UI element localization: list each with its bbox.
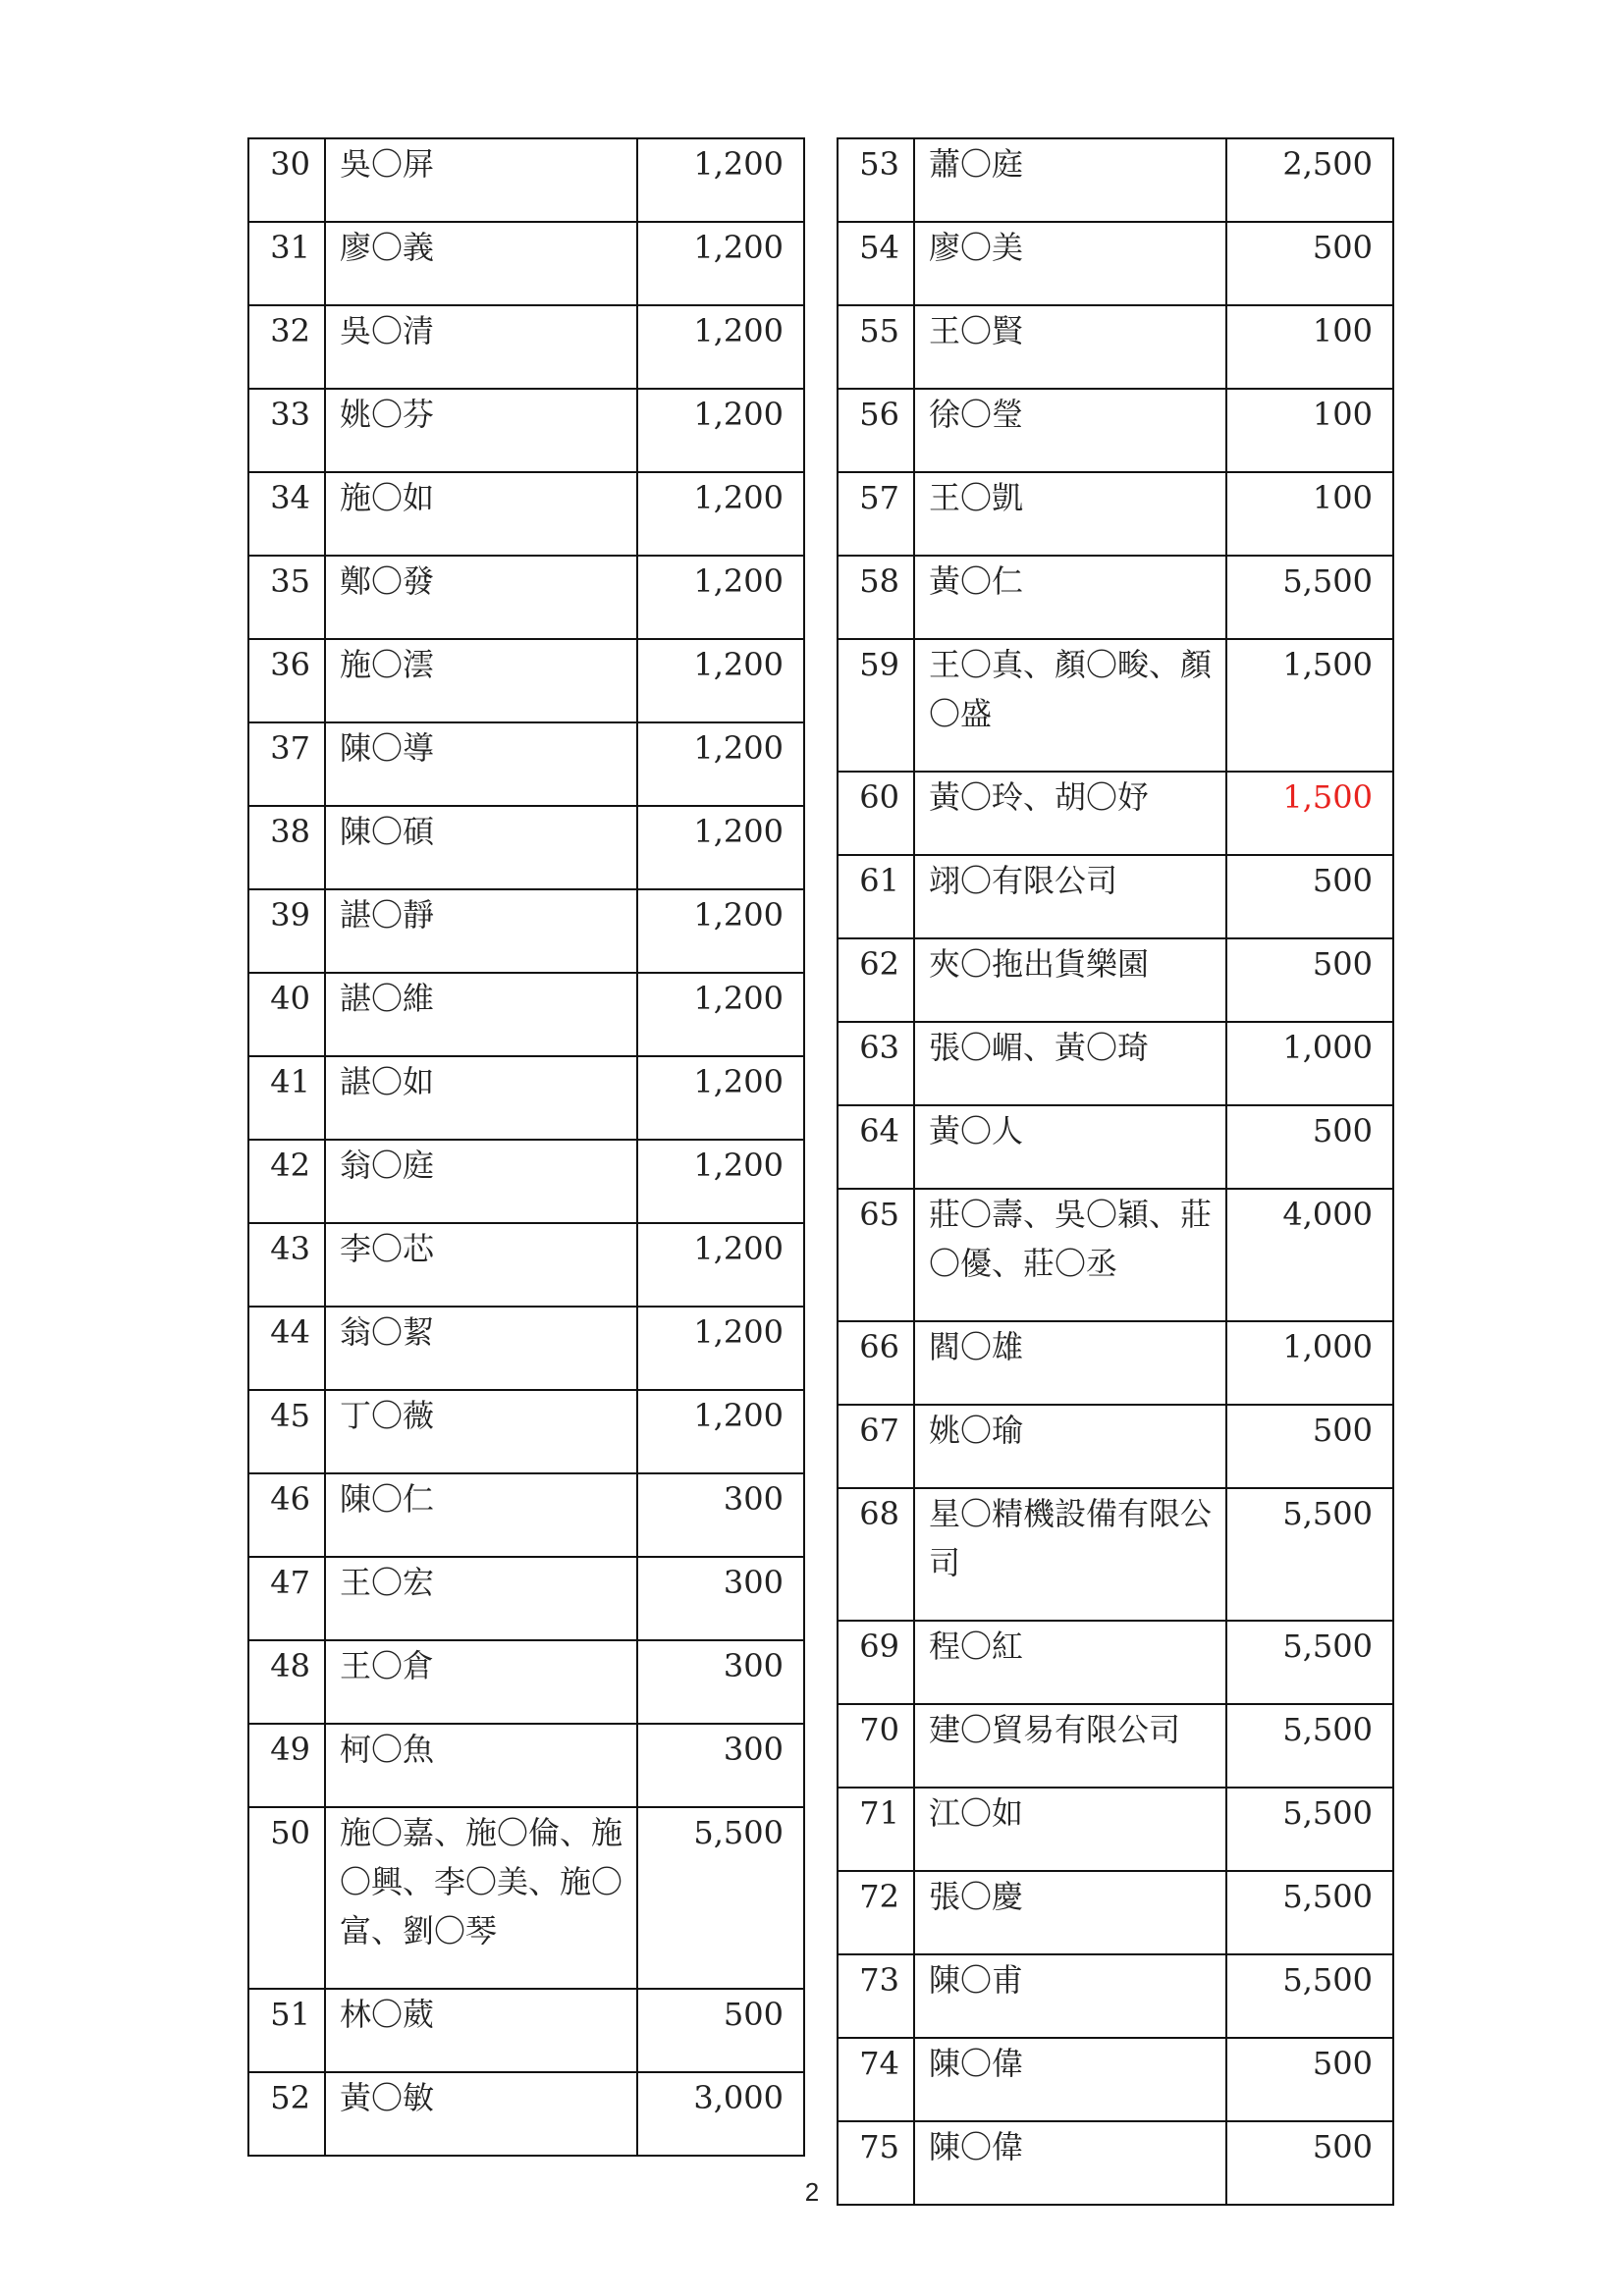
donation-amount: 2,500 [1226,138,1393,222]
donor-name: 諶〇如 [325,1056,637,1140]
table-row [838,772,1393,855]
table-row [838,389,1393,472]
donor-name: 廖〇美 [914,222,1226,305]
donor-name: 程〇紅 [914,1621,1226,1704]
donation-amount: 1,200 [637,1307,804,1390]
donor-name: 施〇嘉、施〇倫、施〇興、李〇美、施〇富、劉〇琴 [325,1807,637,1989]
donor-name: 鄭〇發 [325,556,637,639]
donation-amount: 5,500 [1226,556,1393,639]
table-row [838,639,1393,772]
table-row [248,1640,804,1724]
row-number: 32 [248,305,325,389]
row-number: 63 [838,1022,914,1105]
donor-name: 李〇芯 [325,1223,637,1307]
donor-name: 林〇葳 [325,1989,637,2072]
donor-name: 吳〇屏 [325,138,637,222]
table-row [838,222,1393,305]
donation-amount: 1,000 [1226,1022,1393,1105]
donor-name: 黃〇敏 [325,2072,637,2156]
row-number: 75 [838,2121,914,2205]
donation-amount: 1,000 [1226,1321,1393,1405]
donation-amount: 5,500 [1226,1788,1393,1871]
page-number: 2 [804,2177,820,2207]
table-row [248,138,804,222]
row-number: 71 [838,1788,914,1871]
donation-amount: 1,200 [637,389,804,472]
table-row [248,2072,804,2156]
donation-amount: 5,500 [637,1807,804,1989]
donation-amount: 1,200 [637,222,804,305]
donation-amount: 100 [1226,305,1393,389]
table-row [838,1022,1393,1105]
donor-name: 蕭〇庭 [914,138,1226,222]
row-number: 58 [838,556,914,639]
row-number: 41 [248,1056,325,1140]
donation-amount: 1,200 [637,138,804,222]
donor-name: 建〇貿易有限公司 [914,1704,1226,1788]
donation-amount: 3,000 [637,2072,804,2156]
donation-amount: 1,200 [637,472,804,556]
donor-name: 翁〇絜 [325,1307,637,1390]
donor-name: 陳〇導 [325,722,637,806]
row-number: 74 [838,2038,914,2121]
table-row [248,1724,804,1807]
table-row [248,1557,804,1640]
table-row [248,389,804,472]
donor-name: 王〇宏 [325,1557,637,1640]
row-number: 67 [838,1405,914,1488]
row-number: 64 [838,1105,914,1189]
donation-amount: 500 [1226,938,1393,1022]
row-number: 72 [838,1871,914,1954]
donor-name: 翁〇庭 [325,1140,637,1223]
row-number: 51 [248,1989,325,2072]
donor-name: 丁〇薇 [325,1390,637,1473]
donor-name: 黃〇玲、胡〇妤 [914,772,1226,855]
donor-name: 莊〇壽、吳〇穎、莊〇優、莊〇丞 [914,1189,1226,1321]
donation-amount: 300 [637,1557,804,1640]
table-row [838,138,1393,222]
donation-amount: 1,200 [637,305,804,389]
row-number: 70 [838,1704,914,1788]
row-number: 53 [838,138,914,222]
row-number: 68 [838,1488,914,1621]
table-row [838,938,1393,1022]
donation-amount: 1,200 [637,1390,804,1473]
donation-amount: 100 [1226,472,1393,556]
donation-amount: 1,200 [637,556,804,639]
donor-name: 黃〇人 [914,1105,1226,1189]
donation-amount: 5,500 [1226,1704,1393,1788]
row-number: 43 [248,1223,325,1307]
row-number: 54 [838,222,914,305]
donor-name: 廖〇義 [325,222,637,305]
table-row [838,1189,1393,1321]
table-row [838,1871,1393,1954]
donation-amount: 500 [1226,2121,1393,2205]
row-number: 34 [248,472,325,556]
row-number: 46 [248,1473,325,1557]
row-number: 45 [248,1390,325,1473]
donor-name: 柯〇魚 [325,1724,637,1807]
table-row [248,1390,804,1473]
donation-amount: 300 [637,1473,804,1557]
donation-amount: 4,000 [1226,1189,1393,1321]
donor-name: 夾〇拖出貨樂園 [914,938,1226,1022]
table-row [838,1488,1393,1621]
row-number: 69 [838,1621,914,1704]
donation-amount: 500 [1226,1405,1393,1488]
donation-amount: 1,200 [637,1056,804,1140]
table-row [838,556,1393,639]
donation-amount: 1,200 [637,973,804,1056]
row-number: 73 [838,1954,914,2038]
donor-name: 姚〇芬 [325,389,637,472]
table-row [248,1473,804,1557]
table-row [838,1788,1393,1871]
donor-name: 張〇嵋、黃〇琦 [914,1022,1226,1105]
table-row [838,1105,1393,1189]
donation-amount: 1,200 [637,722,804,806]
donor-name: 王〇倉 [325,1640,637,1724]
row-number: 38 [248,806,325,889]
row-number: 61 [838,855,914,938]
row-number: 57 [838,472,914,556]
row-number: 33 [248,389,325,472]
table-row [248,1989,804,2072]
table-row [248,556,804,639]
donation-amount: 5,500 [1226,1488,1393,1621]
table-row [248,806,804,889]
donor-name: 陳〇碩 [325,806,637,889]
donor-name: 陳〇甫 [914,1954,1226,2038]
row-number: 62 [838,938,914,1022]
donation-amount: 1,200 [637,639,804,722]
table-row [838,1704,1393,1788]
table-row [248,1307,804,1390]
row-number: 47 [248,1557,325,1640]
donation-table-right [837,137,1394,2206]
donor-name: 星〇精機設備有限公司 [914,1488,1226,1621]
row-number: 31 [248,222,325,305]
table-row [248,1140,804,1223]
donation-amount: 300 [637,1724,804,1807]
donation-amount: 1,200 [637,1140,804,1223]
donor-name: 王〇賢 [914,305,1226,389]
donation-amount: 1,200 [637,1223,804,1307]
donor-name: 陳〇偉 [914,2038,1226,2121]
table-row [838,2038,1393,2121]
row-number: 60 [838,772,914,855]
donor-name: 施〇如 [325,472,637,556]
table-row [838,855,1393,938]
table-row [248,639,804,722]
row-number: 56 [838,389,914,472]
donation-amount: 500 [1226,222,1393,305]
row-number: 55 [838,305,914,389]
donation-amount: 1,200 [637,806,804,889]
table-row [248,1223,804,1307]
donor-name: 徐〇瑩 [914,389,1226,472]
donor-name: 陳〇偉 [914,2121,1226,2205]
table-row [838,1621,1393,1704]
donation-amount: 100 [1226,389,1393,472]
row-number: 35 [248,556,325,639]
table-row [248,973,804,1056]
row-number: 50 [248,1807,325,1989]
donation-amount: 300 [637,1640,804,1724]
donor-name: 施〇澐 [325,639,637,722]
row-number: 49 [248,1724,325,1807]
donation-amount: 500 [1226,855,1393,938]
donor-name: 閻〇雄 [914,1321,1226,1405]
donor-name: 姚〇瑜 [914,1405,1226,1488]
row-number: 66 [838,1321,914,1405]
row-number: 44 [248,1307,325,1390]
donor-name: 諶〇靜 [325,889,637,973]
donor-name: 諶〇維 [325,973,637,1056]
table-row [248,1807,804,1989]
table-row [838,472,1393,556]
row-number: 39 [248,889,325,973]
table-row [248,722,804,806]
donation-amount: 1,500 [1226,772,1393,855]
donor-name: 江〇如 [914,1788,1226,1871]
donation-amount: 1,200 [637,889,804,973]
donation-amount: 5,500 [1226,1621,1393,1704]
table-row [248,222,804,305]
donation-amount: 500 [637,1989,804,2072]
donation-amount: 5,500 [1226,1954,1393,2038]
donation-table-left [247,137,805,2157]
table-row [248,305,804,389]
donation-amount: 500 [1226,2038,1393,2121]
table-row [838,305,1393,389]
donor-name: 吳〇清 [325,305,637,389]
donor-name: 陳〇仁 [325,1473,637,1557]
donor-name: 翊〇有限公司 [914,855,1226,938]
table-row [248,1056,804,1140]
row-number: 42 [248,1140,325,1223]
table-row [248,472,804,556]
table-row [838,1321,1393,1405]
row-number: 65 [838,1189,914,1321]
donor-name: 張〇慶 [914,1871,1226,1954]
row-number: 37 [248,722,325,806]
row-number: 59 [838,639,914,772]
donation-amount: 5,500 [1226,1871,1393,1954]
table-row [248,889,804,973]
row-number: 40 [248,973,325,1056]
donor-name: 王〇真、顏〇畯、顏〇盛 [914,639,1226,772]
row-number: 52 [248,2072,325,2156]
donation-amount: 500 [1226,1105,1393,1189]
row-number: 36 [248,639,325,722]
row-number: 30 [248,138,325,222]
donation-amount: 1,500 [1226,639,1393,772]
table-row [838,1954,1393,2038]
table-row [838,1405,1393,1488]
donor-name: 黃〇仁 [914,556,1226,639]
donor-name: 王〇凱 [914,472,1226,556]
row-number: 48 [248,1640,325,1724]
